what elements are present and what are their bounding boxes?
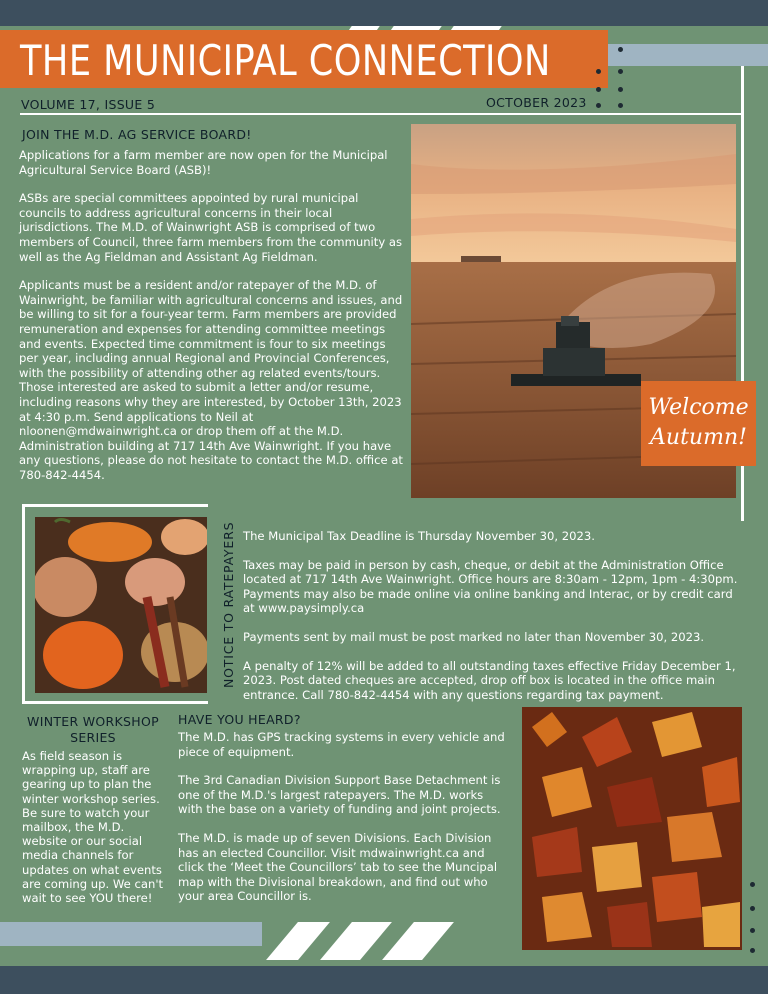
dot: [618, 103, 623, 108]
asb-paragraph-1: Applications for a farm member are now open for the Municipal Agricultural Service Board (ASB)!: [19, 148, 388, 177]
volume-issue: VOLUME 17, ISSUE 5: [21, 97, 156, 112]
dot: [596, 103, 601, 108]
notice-to-ratepayers-label: NOTICE TO RATEPAYERS: [221, 521, 236, 688]
pumpkin-photo: [35, 517, 207, 693]
dot: [596, 69, 601, 74]
dot: [618, 87, 623, 92]
bottom-stripe-1: [266, 922, 330, 960]
winter-heading-line-1: WINTER WORKSHOP: [27, 714, 159, 729]
dot: [750, 928, 755, 933]
dot: [596, 87, 601, 92]
winter-body: As field season is wrapping up, staff are gearing up to plan the winter workshop series. Be sure to watch your mailbox, the M.D. website or our social media channels for updates on what events are coming up. We can't wait to see YOU there!: [22, 749, 164, 906]
dot: [618, 47, 623, 52]
heard-heading: HAVE YOU HEARD?: [178, 712, 301, 727]
masthead-accent: [608, 44, 768, 66]
heard-paragraph-1: The M.D. has GPS tracking systems in every vehicle and piece of equipment.: [178, 730, 505, 759]
asb-paragraph-3: Applicants must be a resident and/or ratepayer of the M.D. of Wainwright, be familiar with agricultural concerns and issues, and be willing to sit for a four-year term. Farm members are provided remuneration and expenses for attending committee meetings and events. Expected time commitment is four to six meetings per year, including annual Regional and Provincial Conferences, with the possibility of attending other ag related events/tours. Those interested are asked to submit a letter and/or resume, including reasons why they are interested, by October 13th, 2023 at 4:30 p.m. Send applications to Neil at nloonen@mdwainwright.ca or drop them off at the M.D. Administration building at 717 14th Ave Wainwright. If you have any questions, please do not hesitate to contact the M.D. office at 780-842-4454.: [19, 278, 403, 482]
winter-heading-line-2: SERIES: [70, 730, 116, 745]
dot: [618, 69, 623, 74]
masthead-rule: [20, 113, 743, 115]
asb-article: [19, 148, 403, 496]
tax-paragraph-4: A penalty of 12% will be added to all outstanding taxes effective Friday December 1, 2023. Post dated cheques are accepted, drop off box is located in the office main entrance. Call 780-842-4454 with any questions regarding tax payment.: [243, 658, 736, 702]
tax-article: [243, 529, 743, 716]
winter-heading: [18, 714, 168, 746]
bottom-stripe-2: [320, 922, 392, 960]
asb-heading: JOIN THE M.D. AG SERVICE BOARD!: [22, 127, 252, 142]
asb-paragraph-2: ASBs are special committees appointed by rural municipal councils to address agricultural concerns in their local jurisdictions. The M.D. of Wainwright ASB is comprised of two members of Council, three farm members from the community as well as the Ag Fieldman and Assistant Ag Fieldman.: [19, 191, 403, 264]
tax-paragraph-1: The Municipal Tax Deadline is Thursday November 30, 2023.: [243, 529, 595, 543]
heard-article: [178, 730, 508, 918]
autumn-leaves-photo: [522, 707, 742, 950]
heard-paragraph-2: The 3rd Canadian Division Support Base Detachment is one of the M.D.'s largest ratepayers. The M.D. works with the base on a variety of funding and joint projects.: [178, 773, 501, 817]
welcome-line-1: Welcome: [648, 395, 749, 420]
bottom-stripe-3: [382, 922, 454, 960]
pumpkin-frame-left: [22, 504, 25, 704]
dot: [750, 948, 755, 953]
dot: [750, 882, 755, 887]
pumpkin-frame-top: [22, 504, 208, 507]
pumpkin-frame-bottom: [22, 701, 208, 704]
bottom-bar: [0, 966, 768, 994]
welcome-autumn-badge: [641, 381, 756, 466]
tax-paragraph-2: Taxes may be paid in person by cash, cheque, or debit at the Administration Office located at 717 14th Ave Wainwright. Office hours are 8:30am - 12pm, 1pm - 4:30pm. Payments may also be made online via online banking and Interac, or by credit card at www.paysimply.ca: [243, 557, 738, 616]
heard-paragraph-3: The M.D. is made up of seven Divisions. Each Division has an elected Councillor. Visit mdwainwright.ca and click the ‘Meet the Councillors’ tab to see the Muncipal map with the Divisional breakdown, and find out who your area Councillor is.: [178, 830, 498, 904]
top-bar: [0, 0, 768, 26]
masthead-title: THE MUNICIPAL CONNECTION: [20, 36, 551, 85]
issue-date: OCTOBER 2023: [486, 95, 587, 110]
tax-paragraph-3: Payments sent by mail must be post marked no later than November 30, 2023.: [243, 629, 705, 644]
welcome-line-2: Autumn!: [650, 425, 747, 450]
dot: [750, 906, 755, 911]
bottom-accent-blue: [0, 922, 262, 946]
